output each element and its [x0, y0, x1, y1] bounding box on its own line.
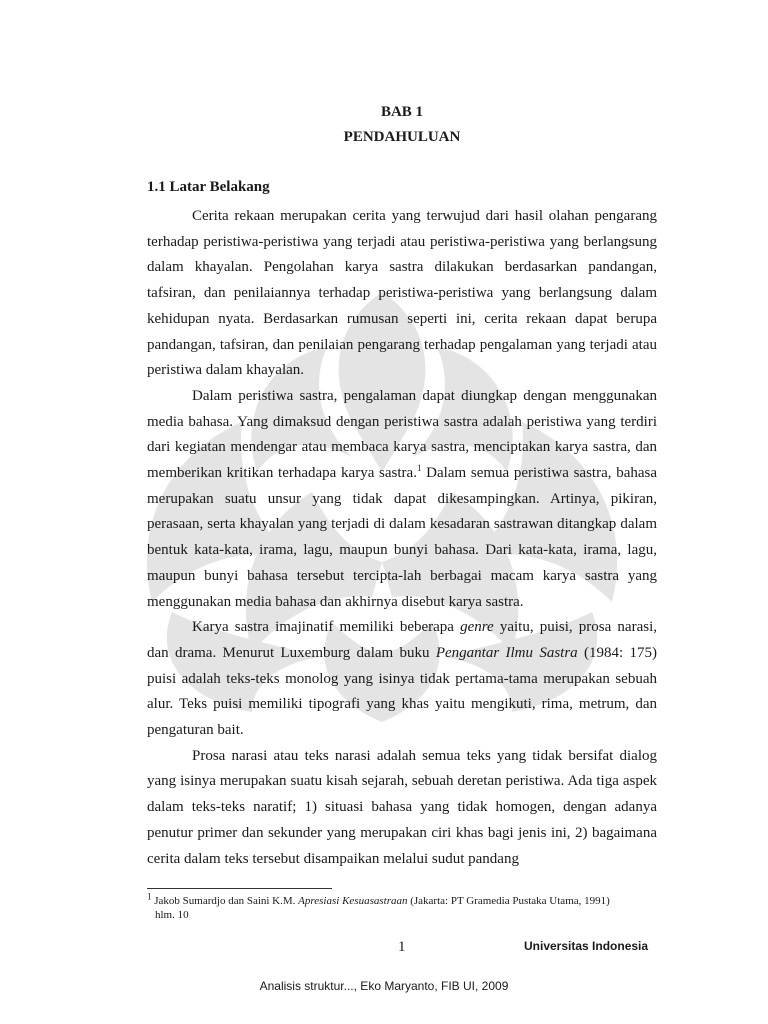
footnote-book-title: Apresiasi Kesuasastraan	[298, 895, 408, 907]
footnote-divider	[147, 888, 332, 889]
document-footer: Analisis struktur..., Eko Maryanto, FIB UI, 2009	[259, 979, 509, 993]
paragraph-3-text-c: (1984: 175) puisi adalah teks-teks monolog yang isinya tidak pertama-tama merupakan sebuah alur. Teks puisi memiliki tipografi yang khas yaitu mengikuti, rima, metrum, dan pengaturan bait.	[147, 644, 657, 739]
paragraph-1	[147, 204, 657, 384]
footnote-line-1	[147, 891, 647, 908]
page-number: 1	[398, 939, 406, 955]
paragraph-4-text: Prosa narasi atau teks narasi adalah semua teks yang tidak bersifat dialog yang isinya merupakan suatu kisah sejarah, sebuah deretan peristiwa. Ada tiga aspek dalam teks-teks naratif; 1) situasi bahasa yang tidak homogen, dengan adanya penutur primer dan sekunder yang merupakan ciri khas bagi jenis ini, 2) bagaimana cerita dalam teks tersebut disampaikan melalui sudut pandang	[147, 747, 657, 867]
section-heading: 1.1 Latar Belakang	[147, 179, 270, 195]
genre-term: genre	[460, 619, 494, 636]
body-text	[147, 204, 657, 872]
footnote	[147, 891, 647, 922]
university-label: Universitas Indonesia	[524, 939, 649, 953]
footnote-text-a: Jakob Sumardjo dan Saini K.M.	[151, 895, 299, 907]
footnote-text-b: (Jakarta: PT Gramedia Pustaka Utama, 1991)	[407, 895, 610, 907]
paragraph-1-text: Cerita rekaan merupakan cerita yang terwujud dari hasil olahan pengarang terhadap peristiwa-peristiwa yang terjadi atau peristiwa-peristiwa yang berlangsung dalam khayalan. Pengolahan karya sastra dilakukan berdasarkan pandangan, tafsiran, dan penilaiannya terhadap peristiwa-peristiwa yang berlangsung dalam kehidupan nyata. Berdasarkan rumusan seperti ini, cerita rekaan dapat berupa pandangan, tafsiran, dan penilaian pengarang terhadap pengalaman yang terjadi atau peristiwa dalam khayalan.	[147, 208, 657, 379]
paragraph-2	[147, 384, 657, 615]
paragraph-3	[147, 615, 657, 744]
paragraph-3-text-a: Karya sastra imajinatif memiliki beberapa	[192, 619, 461, 636]
footnote-reference[interactable]: 1	[416, 463, 422, 474]
footnote-line-2: hlm. 10	[155, 909, 189, 921]
chapter-title: PENDAHULUAN	[343, 129, 461, 145]
paragraph-4	[147, 744, 657, 873]
paragraph-2-text-b: Dalam semua peristiwa sastra, bahasa merupakan suatu unsur yang tidak dapat dikesampingkan. Artinya, pikiran, perasaan, serta khayalan yang terjadi di dalam kesadaran sastrawan ditangkap dalam bentuk kata-kata, irama, lagu, maupun bunyi bahasa. Dari kata-kata, irama, lagu, maupun bunyi bahasa tersebut tercipta-lah berbagai macam karya sastra yang menggunakan media bahasa dan akhirnya disebut karya sastra.	[147, 465, 658, 610]
footnote-marker: 1	[147, 891, 152, 902]
book-title: Pengantar Ilmu Sastra	[435, 644, 578, 661]
paragraph-3-text-b: yaitu, puisi, prosa narasi, dan drama. Menurut Luxemburg dalam buku	[147, 619, 657, 661]
paragraph-2-text-a: Dalam peristiwa sastra, pengalaman dapat diungkap dengan menggunakan media bahasa. Yang dimaksud dengan peristiwa sastra adalah peristiwa yang terdiri dari kegiatan mendengar atau membaca karya sastra, menciptakan karya sastra, dan memberikan kritikan terhadapa karya sastra.	[147, 387, 657, 482]
chapter-number: BAB 1	[380, 104, 424, 120]
